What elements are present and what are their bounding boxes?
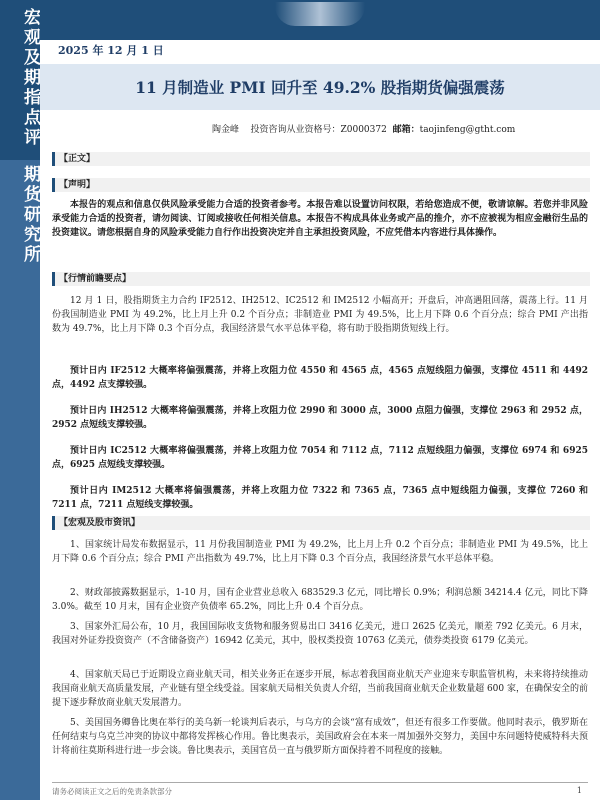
section-shengming: 【声明】 — [52, 178, 590, 192]
sidebar — [0, 0, 40, 800]
sidebar-label-bottom: 期货研究所 — [20, 165, 40, 265]
sidebar-label-top: 宏观及期指点评 — [20, 8, 40, 148]
section-outlook: 【行情前瞻要点】 — [52, 272, 590, 286]
outlook-im: 预计日内 IM2512 大概率将偏强震荡，并将上攻阻力位 7322 和 7365 点，7365 点中短线阻力偏强，支撑位 7260 和 7211 点，7211 点短线支撑较强。 — [52, 486, 588, 510]
news-item-5: 5、美国国务卿鲁比奥在举行的美乌新一轮谈判后表示，与乌方的会谈“富有成效”，但还有很多工作要做。他同时表示，俄罗斯在任何结束与乌克兰冲突的协议中都将发挥核心作用。鲁比奥表示，美国政府会在本来一周加强外交努力，美国中东问题特使威特科夫预计将前往莫斯科进行进一步会谈。鲁比奥表示，美国官员一直与俄罗斯方面保持着不同程度的接触。 — [52, 718, 588, 756]
report-date: 2025 年 12 月 1 日 — [58, 44, 164, 57]
company-logo-icon — [275, 2, 365, 26]
news-item-4: 4、国家航天局已于近期设立商业航天司，相关业务正在逐步开展，标志着我国商业航天产业迎来专职监管机构，未来将持续推动我国商业航天高质量发展，产业链有望全线受益。国家航天局相关负责人介绍，当前我国商业航天企业数量超 600 家，在确保安全的前提下逐步释放商业航天发展潜力。 — [52, 670, 588, 708]
author-email[interactable]: taojinfeng@gtht.com — [419, 125, 516, 135]
cert-label: 投资咨询从业资格号： — [250, 125, 341, 135]
footer-disclaimer: 请务必阅读正文之后的免责条款部分 — [52, 787, 172, 796]
section-news: 【宏观及股市资讯】 — [52, 516, 590, 530]
footer-divider — [52, 782, 588, 783]
outlook-if: 预计日内 IF2512 大概率将偏强震荡，并将上攻阻力位 4550 和 4565 点，4565 点短线阻力偏强，支撑位 4511 和 4492 点，4492 点支撑较强。 — [52, 366, 588, 390]
news-item-3: 3、国家外汇局公布，10 月，我国国际收支货物和服务贸易出口 3416 亿美元，进口 2625 亿美元，顺差 792 亿美元。6 月末，我国对外证券投资资产（不含储备资产）16942 亿美元，其中，股权类投资 10763 亿美元，债券类投资 6179 亿美元。 — [52, 622, 588, 646]
email-label: 邮箱： — [392, 125, 420, 135]
report-title: 11 月制造业 PMI 回升至 49.2% 股指期货偏强震荡 — [135, 78, 505, 97]
author-name: 陶金峰 — [212, 125, 240, 135]
news-item-2: 2、财政部披露数据显示，1-10 月，国有企业营业总收入 683529.3 亿元，同比增长 0.9%；利润总额 34214.4 亿元，同比下降 3.0%。截至 10 月末，国有企业资产负债率 65.2%，同比上升 0.4 个百分点。 — [52, 588, 588, 612]
news-item-1: 1、国家统计局发布数据显示，11 月份我国制造业 PMI 为 49.2%，比上月上升 0.2 个百分点；非制造业 PMI 为 49.5%，比上月下降 0.6 个百分点；综合 PMI 产出指数为 49.7%，比上月下降 0.3 个百分点，我国经济景气水平总体平稳。 — [52, 540, 588, 564]
sidebar-top-band — [0, 0, 40, 160]
author-line — [212, 122, 515, 135]
section-zhengwen: 【正文】 — [52, 152, 590, 166]
header-bar — [40, 0, 600, 40]
page-number: 1 — [576, 786, 582, 795]
cert-number: Z0000372 — [340, 125, 387, 135]
statement-paragraph: 本报告的观点和信息仅供风险承受能力合适的投资者参考。本报告难以设置访问权限，若给您造成不便，敬请谅解。若您并非风险承受能力合适的投资者，请勿阅读、订阅或接收任何相关信息。本报告不构成具体业务或产品的推介，亦不应被视为相应金融衍生品的投资建议。请您根据自身的风险承受能力自行作出投资决定并自主承担投资风险，不应凭借本内容进行具体操作。 — [52, 200, 588, 238]
outlook-paragraph: 12 月 1 日，股指期货主力合约 IF2512、IH2512、IC2512 和 IM2512 小幅高开；开盘后，冲高遇阻回落，震荡上行。11 月份我国制造业 PMI 为 49.2%，比上月上升 0.2 个百分点；非制造业 PMI 为 49.5%，比上月下降 0.6 个百分点；综合 PMI 产出指数为 49.7%，比上月下降 0.3 个百分点，我国经济景气水平总体平稳，将有助于股指期货短线上行。 — [52, 296, 588, 334]
outlook-ic: 预计日内 IC2512 大概率将偏强震荡，并将上攻阻力位 7054 和 7112 点，7112 点短线阻力偏强，支撑位 6974 和 6925 点，6925 点短线支撑较强。 — [52, 446, 588, 470]
outlook-ih: 预计日内 IH2512 大概率将偏强震荡，并将上攻阻力位 2990 和 3000 点，3000 点阻力偏强，支撑位 2963 和 2952 点，2952 点短线支撑较强。 — [52, 406, 588, 430]
